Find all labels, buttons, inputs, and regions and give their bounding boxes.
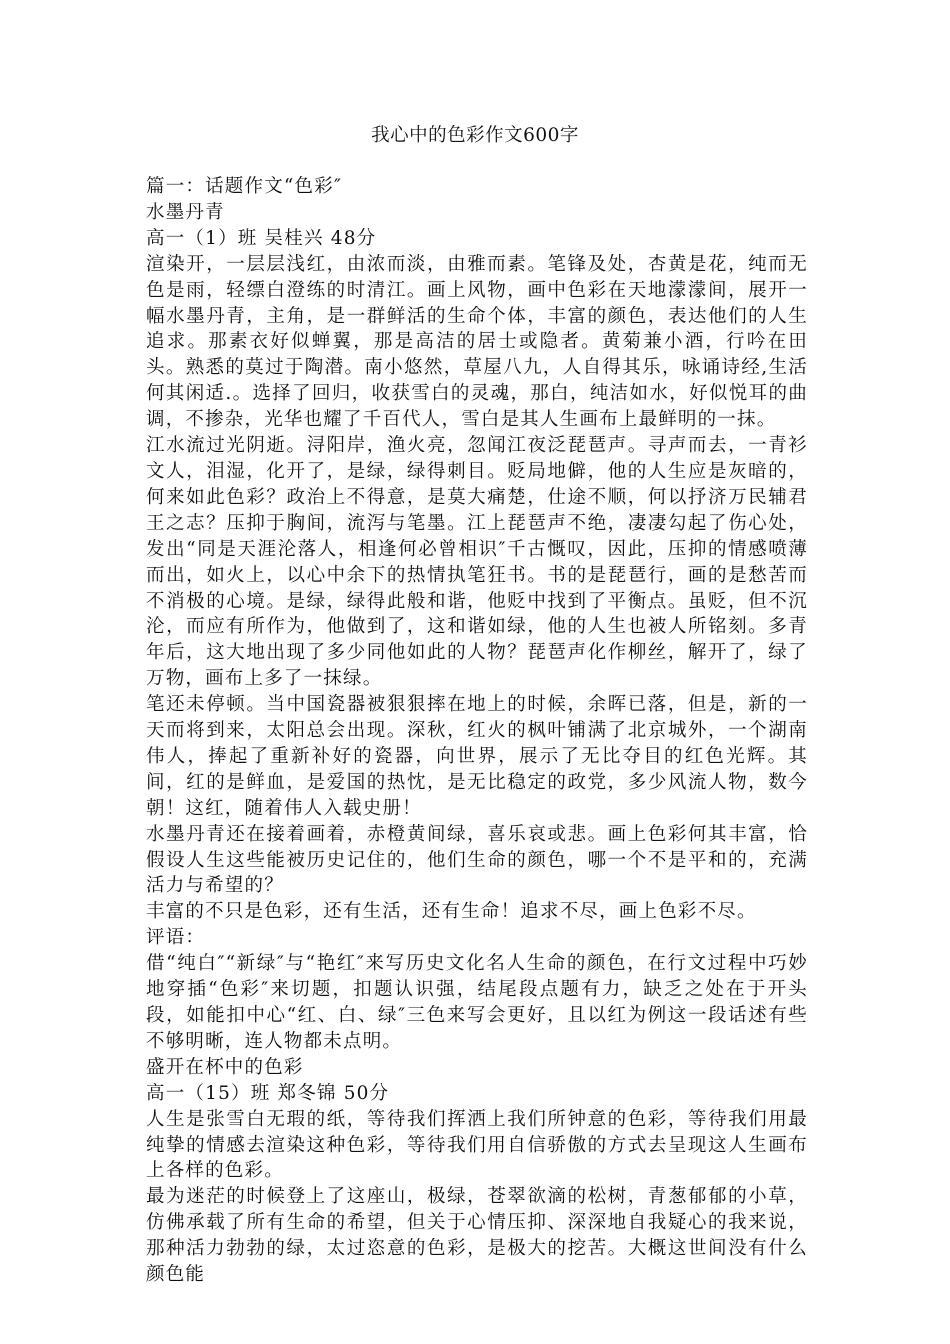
- essay-title: 盛开在杯中的色彩: [146, 1056, 304, 1078]
- body-paragraph: 江水流过光阴逝。浔阳岸，渔火亮，忽闻江夜泛琵琶声。寻声而去，一青衫文人，泪湿，化开了，是绿，绿得刺目。贬局地僻，他的人生应是灰暗的，何来如此色彩？政治上不得意，是莫大痛楚，仕途不顺，何以抒济万民辅君王之志？压抑于胸间，流泻与笔墨。江上琵琶声不绝，凄凄勾起了伤心处，发出“同是天涯沦落人，相逢何必曾相识″千古慨叹，因此，压抑的情感喷薄而出，如火上，以心中余下的热情执笔狂书。书的是琵琶行，画的是愁苦而不消极的心境。是绿，绿得此般和谐，他贬中找到了平衡点。虽贬，但不沉沦，而应有所作为，他做到了，这和谐如绿，他的人生也被人所铭刻。多青年后，这大地出现了多少同他如此的人物？琵琶声化作柳丝，解开了，绿了万物，画布上多了一抹绿。: [146, 435, 808, 690]
- body-paragraph: 渲染开，一层层浅红，由浓而淡，由雅而素。笔锋及处，杏黄是花，纯而无色是雨，轻缥白澄练的时清江。画上风物，画中色彩在天地濛濛间，展开一幅水墨丹青，主角，是一群鲜活的生命个体，丰富的颜色，表达他们的人生追求。那素衣好似蝉翼，那是高洁的居士或隐者。黄菊兼小酒，行吟在田头。熟悉的莫过于陶潜。南小悠然，草屋八九，人自得其乐，咏诵诗经,生活何其闲适.。选择了回归，收获雪白的灵魂，那白，纯洁如水，好似悦耳的曲调，不掺杂，光华也耀了千百代人，雪白是其人生画布上最鲜明的一抹。: [146, 253, 808, 431]
- body-paragraph: 水墨丹青还在接着画着，赤橙黄间绿，喜乐哀或悲。画上色彩何其丰富，恰假设人生这些能被历史记住的，他们生命的颜色，哪一个不是平和的，充满活力与希望的？: [146, 823, 808, 897]
- document-title: 我心中的色彩作文600字: [371, 125, 579, 146]
- body-paragraph: 丰富的不只是色彩，还有生活，还有生命！追求不尽，画上色彩不尽。: [146, 901, 757, 923]
- section-heading: 篇一：话题作文“色彩″: [146, 176, 343, 197]
- essay-author: 高一（15）班 郑冬锦 50分: [146, 1082, 390, 1104]
- body-paragraph: 最为迷茫的时候登上了这座山，极绿，苍翠欲滴的松树，青葱郁郁的小草，仿佛承载了所有生命的希望，但关于心情压抑、深深地自我疑心的我来说，那种活力勃勃的绿，太过恣意的色彩，是极大的挖苦。大概这世间没有什么颜色能: [146, 1186, 808, 1286]
- body-paragraph: 笔还未停顿。当中国瓷器被狠狠摔在地上的时候，余晖已落，但是，新的一天而将到来，太阳总会出现。深秋，红火的枫叶铺满了北京城外，一个湖南伟人，捧起了重新补好的瓷器，向世界，展示了无比夺目的红色光辉。其间，红的是鲜血，是爱国的热忱，是无比稳定的政党，多少风流人物，数今朝！这红，随着伟人入载史册！: [146, 694, 808, 819]
- essay-author: 高一（1）班 吴桂兴 48分: [146, 227, 377, 249]
- comment-label: 评语：: [146, 927, 206, 949]
- comment-paragraph: 借“纯白″“新绿″与“艳红″来写历史文化名人生命的颜色，在行文过程中巧妙地穿插“色彩″来切题，扣题认识强，结尾段点题有力，缺乏之处在于开头段，如能扣中心“红、白、绿″三色来写会更好，且以红为例这一段话述有些不够明晰，连人物都未点明。: [146, 953, 808, 1052]
- body-paragraph: 人生是张雪白无瑕的纸，等待我们挥洒上我们所钟意的色彩，等待我们用最纯挚的情感去渲染这种色彩，等待我们用自信骄傲的方式去呈现这人生画布上各样的色彩。: [146, 1108, 808, 1182]
- document-body: [146, 174, 808, 1288]
- essay-title: 水墨丹青: [146, 201, 225, 223]
